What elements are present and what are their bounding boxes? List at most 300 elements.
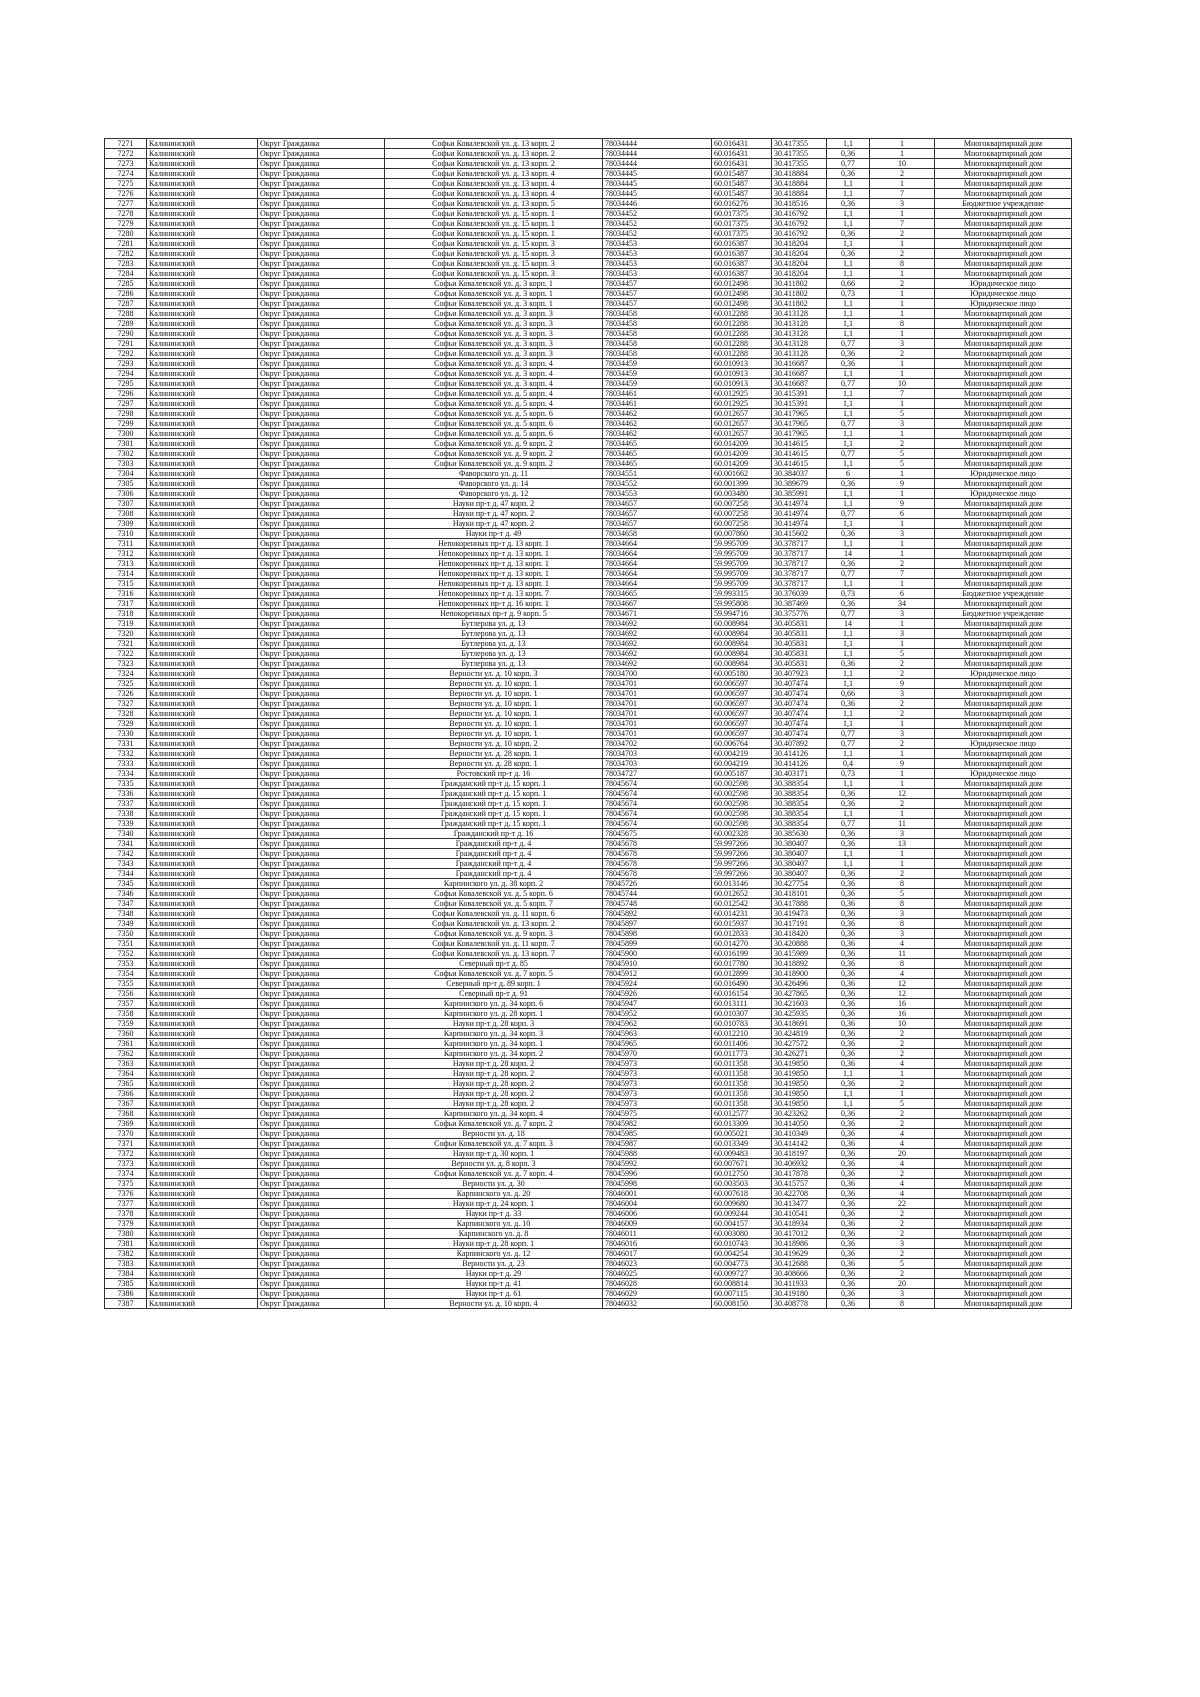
table-row [105,1189,1072,1199]
cell-object-type: Многоквартирный дом [935,1139,1072,1149]
cell-longitude: 30.410349 [772,1129,827,1139]
cell-row-number: 7293 [105,359,147,369]
cell-quantity: 10 [870,159,935,169]
cell-object-type: Многоквартирный дом [935,1049,1072,1059]
cell-row-number: 7383 [105,1259,147,1269]
cell-district: Калининский [147,299,258,309]
cell-district: Калининский [147,719,258,729]
cell-volume: 0,36 [827,659,870,669]
table-row [105,899,1072,909]
cell-latitude: 60.004157 [712,1219,772,1229]
table-row [105,1119,1072,1129]
cell-code: 78045952 [603,1009,712,1019]
cell-volume: 0,73 [827,589,870,599]
cell-code: 78046016 [603,1239,712,1249]
cell-longitude: 30.417355 [772,149,827,159]
cell-address: Науки пр-т д. 28 корп. 2 [385,1089,603,1099]
cell-row-number: 7328 [105,709,147,719]
cell-quantity: 2 [870,1029,935,1039]
cell-address: Софьи Ковалевской ул. д. 5 корп. 6 [385,419,603,429]
cell-longitude: 30.418934 [772,1219,827,1229]
cell-quantity: 5 [870,649,935,659]
cell-quantity: 2 [870,669,935,679]
cell-district: Калининский [147,1009,258,1019]
cell-volume: 1,1 [827,1099,870,1109]
cell-code: 78045675 [603,829,712,839]
cell-longitude: 30.387469 [772,599,827,609]
cell-quantity: 2 [870,739,935,749]
cell-quantity: 1 [870,489,935,499]
cell-volume: 0,36 [827,1279,870,1289]
table-row [105,369,1072,379]
cell-row-number: 7379 [105,1219,147,1229]
cell-district: Калининский [147,1119,258,1129]
cell-object-type: Многоквартирный дом [935,1189,1072,1199]
cell-code: 78046028 [603,1279,712,1289]
cell-address: Бутлерова ул. д. 13 [385,639,603,649]
cell-object-type: Многоквартирный дом [935,1269,1072,1279]
cell-object-type: Многоквартирный дом [935,1169,1072,1179]
cell-latitude: 60.005180 [712,669,772,679]
cell-municipal-okrug: Округ Гражданка [258,589,385,599]
cell-longitude: 30.414974 [772,499,827,509]
table-row [105,909,1072,919]
cell-latitude: 60.003480 [712,489,772,499]
cell-address: Верности ул. д. 10 корп. 1 [385,709,603,719]
cell-longitude: 30.416687 [772,359,827,369]
cell-district: Калининский [147,1299,258,1309]
table-row [105,569,1072,579]
cell-address: Северный пр-т д. 89 корп. 1 [385,979,603,989]
cell-address: Карпинского ул. д. 34 корп. 3 [385,1029,603,1039]
cell-district: Калининский [147,1279,258,1289]
cell-code: 78034452 [603,229,712,239]
cell-volume: 0,36 [827,1129,870,1139]
cell-row-number: 7324 [105,669,147,679]
cell-district: Калининский [147,639,258,649]
cell-volume: 0,36 [827,1059,870,1069]
cell-volume: 0,36 [827,979,870,989]
cell-address: Верности ул. д. 10 корп. 1 [385,699,603,709]
cell-code: 78034553 [603,489,712,499]
cell-object-type: Многоквартирный дом [935,1079,1072,1089]
cell-row-number: 7368 [105,1109,147,1119]
cell-municipal-okrug: Округ Гражданка [258,219,385,229]
cell-code: 78034664 [603,539,712,549]
cell-object-type: Многоквартирный дом [935,709,1072,719]
cell-longitude: 30.380407 [772,859,827,869]
cell-quantity: 2 [870,1269,935,1279]
cell-address: Софьи Ковалевской ул. д. 5 корп. 6 [385,429,603,439]
cell-municipal-okrug: Округ Гражданка [258,239,385,249]
cell-municipal-okrug: Округ Гражданка [258,549,385,559]
table-row [105,1279,1072,1289]
cell-longitude: 30.414615 [772,439,827,449]
cell-address: Софьи Ковалевской ул. д. 11 корп. 6 [385,909,603,919]
cell-volume: 1,1 [827,429,870,439]
cell-longitude: 30.426496 [772,979,827,989]
cell-quantity: 2 [870,559,935,569]
cell-latitude: 60.014209 [712,449,772,459]
cell-municipal-okrug: Округ Гражданка [258,629,385,639]
cell-municipal-okrug: Округ Гражданка [258,1019,385,1029]
cell-object-type: Многоквартирный дом [935,369,1072,379]
cell-district: Калининский [147,339,258,349]
cell-latitude: 60.010743 [712,1239,772,1249]
cell-address: Гражданский пр-т д. 15 корп. 1 [385,799,603,809]
cell-object-type: Многоквартирный дом [935,929,1072,939]
cell-municipal-okrug: Округ Гражданка [258,1229,385,1239]
cell-quantity: 3 [870,609,935,619]
cell-volume: 0,36 [827,869,870,879]
cell-municipal-okrug: Округ Гражданка [258,869,385,879]
cell-municipal-okrug: Округ Гражданка [258,859,385,869]
cell-object-type: Многоквартирный дом [935,629,1072,639]
cell-address: Софьи Ковалевской ул. д. 5 корп. 4 [385,399,603,409]
cell-row-number: 7327 [105,699,147,709]
cell-object-type: Многоквартирный дом [935,789,1072,799]
cell-object-type: Многоквартирный дом [935,1039,1072,1049]
cell-code: 78046023 [603,1259,712,1269]
cell-address: Непокоренных пр-т д. 16 корп. 1 [385,599,603,609]
cell-municipal-okrug: Округ Гражданка [258,269,385,279]
cell-code: 78034701 [603,679,712,689]
table-row [105,459,1072,469]
cell-quantity: 2 [870,709,935,719]
cell-quantity: 1 [870,539,935,549]
table-row [105,339,1072,349]
cell-municipal-okrug: Округ Гражданка [258,1219,385,1229]
cell-district: Калининский [147,269,258,279]
cell-municipal-okrug: Округ Гражданка [258,249,385,259]
cell-quantity: 3 [870,929,935,939]
table-row [105,349,1072,359]
cell-object-type: Многоквартирный дом [935,519,1072,529]
cell-code: 78045892 [603,909,712,919]
cell-latitude: 60.004219 [712,749,772,759]
cell-row-number: 7299 [105,419,147,429]
cell-volume: 1,1 [827,189,870,199]
cell-address: Софьи Ковалевской ул. д. 13 корп. 7 [385,949,603,959]
cell-longitude: 30.420888 [772,939,827,949]
table-row [105,679,1072,689]
cell-row-number: 7272 [105,149,147,159]
table-row [105,999,1072,1009]
cell-object-type: Многоквартирный дом [935,339,1072,349]
cell-address: Софьи Ковалевской ул. д. 15 корп. 3 [385,259,603,269]
cell-longitude: 30.419473 [772,909,827,919]
cell-code: 78045678 [603,839,712,849]
cell-code: 78045947 [603,999,712,1009]
cell-municipal-okrug: Округ Гражданка [258,979,385,989]
cell-municipal-okrug: Округ Гражданка [258,1009,385,1019]
cell-municipal-okrug: Округ Гражданка [258,1159,385,1169]
cell-row-number: 7323 [105,659,147,669]
cell-address: Бутлерова ул. д. 13 [385,659,603,669]
cell-district: Калининский [147,429,258,439]
cell-municipal-okrug: Округ Гражданка [258,209,385,219]
cell-object-type: Многоквартирный дом [935,819,1072,829]
table-row [105,1089,1072,1099]
cell-address: Софьи Ковалевской ул. д. 3 корп. 4 [385,379,603,389]
cell-row-number: 7358 [105,1009,147,1019]
cell-district: Калининский [147,259,258,269]
cell-quantity: 1 [870,579,935,589]
cell-object-type: Многоквартирный дом [935,389,1072,399]
cell-longitude: 30.411802 [772,279,827,289]
cell-municipal-okrug: Округ Гражданка [258,759,385,769]
cell-volume: 1,1 [827,299,870,309]
cell-object-type: Многоквартирный дом [935,509,1072,519]
cell-object-type: Многоквартирный дом [935,159,1072,169]
cell-volume: 0,73 [827,289,870,299]
cell-code: 78045926 [603,989,712,999]
table-row [105,329,1072,339]
cell-quantity: 1 [870,179,935,189]
cell-code: 78034727 [603,769,712,779]
cell-latitude: 60.007860 [712,529,772,539]
cell-district: Калининский [147,859,258,869]
cell-latitude: 60.007115 [712,1289,772,1299]
cell-row-number: 7314 [105,569,147,579]
cell-code: 78045962 [603,1019,712,1029]
cell-district: Калининский [147,1149,258,1159]
cell-longitude: 30.418204 [772,269,827,279]
table-row [105,1239,1072,1249]
cell-district: Калининский [147,1099,258,1109]
cell-code: 78045726 [603,879,712,889]
cell-volume: 0,77 [827,569,870,579]
cell-address: Науки пр-т д. 28 корп. 2 [385,1059,603,1069]
cell-address: Карпинского ул. д. 12 [385,1249,603,1259]
cell-address: Бутлерова ул. д. 13 [385,619,603,629]
cell-municipal-okrug: Округ Гражданка [258,449,385,459]
cell-municipal-okrug: Округ Гражданка [258,139,385,149]
cell-volume: 1,1 [827,239,870,249]
cell-municipal-okrug: Округ Гражданка [258,1279,385,1289]
cell-latitude: 60.006597 [712,719,772,729]
cell-object-type: Многоквартирный дом [935,1209,1072,1219]
cell-latitude: 60.007258 [712,499,772,509]
cell-object-type: Многоквартирный дом [935,1239,1072,1249]
table-row [105,309,1072,319]
cell-object-type: Многоквартирный дом [935,889,1072,899]
cell-object-type: Бюджетное учреждение [935,609,1072,619]
cell-district: Калининский [147,629,258,639]
cell-quantity: 1 [870,519,935,529]
cell-longitude: 30.389679 [772,479,827,489]
cell-address: Верности ул. д. 10 корп. 2 [385,739,603,749]
cell-object-type: Многоквартирный дом [935,1249,1072,1259]
cell-volume: 0,36 [827,529,870,539]
cell-longitude: 30.417355 [772,139,827,149]
table-row [105,189,1072,199]
cell-volume: 1,1 [827,399,870,409]
cell-code: 78046001 [603,1189,712,1199]
cell-address: Софьи Ковалевской ул. д. 7 корп. 3 [385,1139,603,1149]
cell-district: Калининский [147,749,258,759]
cell-district: Калининский [147,789,258,799]
cell-object-type: Многоквартирный дом [935,1299,1072,1309]
cell-code: 78034657 [603,519,712,529]
cell-longitude: 30.427572 [772,1039,827,1049]
cell-row-number: 7322 [105,649,147,659]
cell-row-number: 7300 [105,429,147,439]
cell-object-type: Многоквартирный дом [935,909,1072,919]
cell-object-type: Многоквартирный дом [935,759,1072,769]
cell-volume: 0,36 [827,839,870,849]
table-row [105,929,1072,939]
cell-object-type: Многоквартирный дом [935,249,1072,259]
cell-object-type: Многоквартирный дом [935,849,1072,859]
cell-quantity: 2 [870,699,935,709]
table-row [105,599,1072,609]
cell-longitude: 30.418900 [772,969,827,979]
cell-object-type: Многоквартирный дом [935,329,1072,339]
cell-quantity: 3 [870,1239,935,1249]
cell-address: Науки пр-т д. 47 корп. 2 [385,519,603,529]
cell-volume: 1,1 [827,139,870,149]
cell-row-number: 7355 [105,979,147,989]
cell-code: 78045678 [603,859,712,869]
cell-address: Фаворского ул. д. 11 [385,469,603,479]
cell-municipal-okrug: Округ Гражданка [258,229,385,239]
cell-code: 78034667 [603,599,712,609]
cell-longitude: 30.388354 [772,799,827,809]
cell-municipal-okrug: Округ Гражданка [258,649,385,659]
cell-code: 78034701 [603,719,712,729]
cell-object-type: Многоквартирный дом [935,859,1072,869]
cell-address: Софьи Ковалевской ул. д. 13 корп. 4 [385,169,603,179]
cell-object-type: Многоквартирный дом [935,149,1072,159]
cell-volume: 0,36 [827,1249,870,1259]
cell-latitude: 60.013309 [712,1119,772,1129]
cell-volume: 0,4 [827,759,870,769]
cell-object-type: Юридическое лицо [935,279,1072,289]
cell-row-number: 7354 [105,969,147,979]
cell-row-number: 7346 [105,889,147,899]
cell-row-number: 7310 [105,529,147,539]
cell-object-type: Юридическое лицо [935,469,1072,479]
cell-district: Калининский [147,1049,258,1059]
cell-longitude: 30.427865 [772,989,827,999]
cell-row-number: 7377 [105,1199,147,1209]
cell-volume: 1,1 [827,629,870,639]
cell-district: Калининский [147,599,258,609]
cell-volume: 0,36 [827,1079,870,1089]
cell-volume: 0,36 [827,1269,870,1279]
cell-municipal-okrug: Округ Гражданка [258,909,385,919]
table-row [105,529,1072,539]
cell-object-type: Многоквартирный дом [935,549,1072,559]
cell-longitude: 30.388354 [772,809,827,819]
cell-latitude: 60.011358 [712,1089,772,1099]
cell-municipal-okrug: Округ Гражданка [258,369,385,379]
cell-row-number: 7360 [105,1029,147,1039]
cell-longitude: 30.376039 [772,589,827,599]
cell-longitude: 30.407892 [772,739,827,749]
cell-row-number: 7308 [105,509,147,519]
cell-code: 78045674 [603,779,712,789]
cell-longitude: 30.419850 [772,1079,827,1089]
cell-code: 78034452 [603,219,712,229]
cell-row-number: 7375 [105,1179,147,1189]
cell-quantity: 8 [870,899,935,909]
table-row [105,479,1072,489]
table-row [105,1069,1072,1079]
cell-object-type: Многоквартирный дом [935,809,1072,819]
cell-object-type: Многоквартирный дом [935,1219,1072,1229]
cell-quantity: 3 [870,199,935,209]
cell-longitude: 30.405831 [772,639,827,649]
cell-row-number: 7344 [105,869,147,879]
cell-code: 78045985 [603,1129,712,1139]
cell-quantity: 20 [870,1279,935,1289]
cell-municipal-okrug: Округ Гражданка [258,1199,385,1209]
cell-latitude: 60.006597 [712,689,772,699]
table-row [105,989,1072,999]
cell-row-number: 7337 [105,799,147,809]
cell-quantity: 7 [870,219,935,229]
cell-address: Софьи Ковалевской ул. д. 3 корп. 1 [385,289,603,299]
cell-municipal-okrug: Округ Гражданка [258,969,385,979]
cell-quantity: 11 [870,949,935,959]
cell-latitude: 60.016387 [712,239,772,249]
cell-municipal-okrug: Округ Гражданка [258,739,385,749]
cell-latitude: 60.017780 [712,959,772,969]
cell-longitude: 30.406932 [772,1159,827,1169]
cell-object-type: Многоквартирный дом [935,359,1072,369]
cell-code: 78034459 [603,359,712,369]
cell-municipal-okrug: Округ Гражданка [258,1049,385,1059]
cell-quantity: 4 [870,1159,935,1169]
cell-address: Гражданский пр-т д. 4 [385,869,603,879]
cell-latitude: 60.006597 [712,699,772,709]
cell-latitude: 60.003080 [712,1229,772,1239]
cell-municipal-okrug: Округ Гражданка [258,469,385,479]
cell-code: 78034457 [603,289,712,299]
cell-district: Калининский [147,1259,258,1269]
cell-code: 78034458 [603,319,712,329]
table-row [105,709,1072,719]
cell-row-number: 7297 [105,399,147,409]
cell-quantity: 2 [870,869,935,879]
cell-row-number: 7387 [105,1299,147,1309]
cell-address: Софьи Ковалевской ул. д. 13 корп. 2 [385,919,603,929]
cell-address: Верности ул. д. 8 корп. 3 [385,1159,603,1169]
cell-address: Софьи Ковалевской ул. д. 15 корп. 3 [385,239,603,249]
cell-code: 78045899 [603,939,712,949]
cell-object-type: Многоквартирный дом [935,879,1072,889]
cell-district: Калининский [147,1059,258,1069]
cell-municipal-okrug: Округ Гражданка [258,1099,385,1109]
cell-volume: 0,36 [827,799,870,809]
cell-latitude: 60.012899 [712,969,772,979]
table-row [105,409,1072,419]
cell-row-number: 7285 [105,279,147,289]
cell-longitude: 30.408778 [772,1299,827,1309]
cell-longitude: 30.388354 [772,819,827,829]
cell-address: Фаворского ул. д. 12 [385,489,603,499]
table-row [105,1079,1072,1089]
cell-longitude: 30.405831 [772,629,827,639]
cell-longitude: 30.419850 [772,1059,827,1069]
cell-municipal-okrug: Округ Гражданка [258,809,385,819]
cell-address: Софьи Ковалевской ул. д. 15 корп. 1 [385,229,603,239]
cell-district: Калининский [147,549,258,559]
cell-row-number: 7305 [105,479,147,489]
cell-municipal-okrug: Округ Гражданка [258,749,385,759]
